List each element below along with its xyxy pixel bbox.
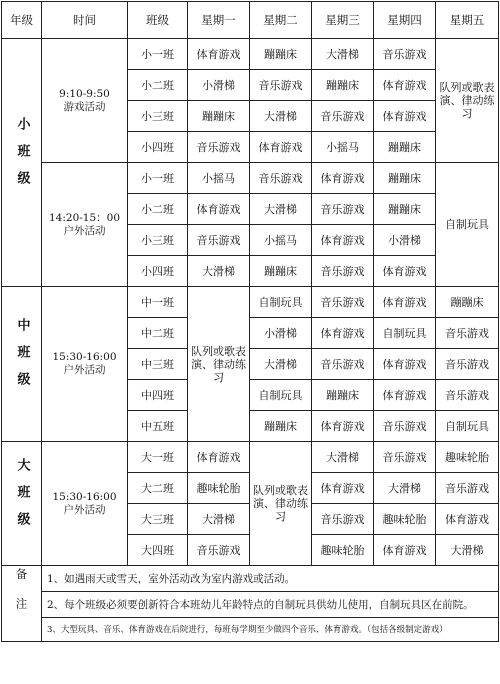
activity-cell: 体育游戏 (250, 132, 312, 163)
activity-cell: 小摇马 (312, 132, 374, 163)
activity-cell: 小摇马 (250, 225, 312, 256)
activity-cell: 体育游戏 (436, 504, 499, 535)
note-row (2, 592, 499, 618)
activity-cell: 体育游戏 (374, 535, 436, 566)
activity-cell: 大滑梯 (188, 504, 250, 535)
note-line-2: 2、每个班级必须要创新符合本班幼儿年龄特点的自制玩具供幼儿使用，自制玩具区在前院。 (42, 592, 499, 618)
activity-cell: 趣味轮胎 (436, 442, 499, 473)
activity-cell: 音乐游戏 (374, 411, 436, 442)
activity-cell: 大滑梯 (436, 535, 499, 566)
class-cell: 大二班 (128, 473, 188, 504)
activity-cell: 趣味轮胎 (374, 504, 436, 535)
note-row (2, 618, 499, 642)
class-cell: 小三班 (128, 101, 188, 132)
activity-cell: 音乐游戏 (250, 70, 312, 101)
grade-small-text: 小班级 (14, 116, 30, 198)
activity-cell: 体育游戏 (312, 318, 374, 349)
activity-schedule-table (1, 1, 499, 642)
activity-cell: 体育游戏 (374, 380, 436, 411)
notes-label (2, 566, 42, 642)
time-activity: 户外活动 (63, 224, 106, 237)
activity-cell: 音乐游戏 (250, 163, 312, 194)
activity-cell: 体育游戏 (188, 194, 250, 225)
time-range: 14:20-15：00 (48, 211, 121, 224)
activity-cell: 蹦蹦床 (374, 163, 436, 194)
activity-cell: 自制玩具 (250, 287, 312, 318)
activity-cell: 蹦蹦床 (436, 287, 499, 318)
activity-cell: 音乐游戏 (312, 194, 374, 225)
activity-cell: 音乐游戏 (188, 225, 250, 256)
time-activity: 户外活动 (63, 503, 106, 516)
activity-cell: 体育游戏 (374, 256, 436, 287)
time-slot-large (42, 442, 128, 566)
activity-cell: 自制玩具 (250, 380, 312, 411)
table-row (2, 287, 499, 318)
activity-cell: 趣味轮胎 (188, 473, 250, 504)
grade-middle-label (2, 287, 42, 442)
class-cell: 小四班 (128, 256, 188, 287)
grade-large-label (2, 442, 42, 566)
activity-cell: 小摇马 (188, 163, 250, 194)
activity-cell: 蹦蹦床 (250, 411, 312, 442)
class-cell: 中一班 (128, 287, 188, 318)
activity-cell: 音乐游戏 (436, 380, 499, 411)
class-cell: 大一班 (128, 442, 188, 473)
activity-cell: 音乐游戏 (436, 473, 499, 504)
activity-cell: 蹦蹦床 (250, 39, 312, 70)
activity-cell: 蹦蹦床 (374, 194, 436, 225)
header-class: 班级 (128, 2, 188, 39)
table-row (2, 39, 499, 70)
class-cell: 小二班 (128, 70, 188, 101)
activity-cell: 音乐游戏 (312, 256, 374, 287)
activity-cell: 体育游戏 (374, 101, 436, 132)
activity-cell: 音乐游戏 (436, 349, 499, 380)
class-cell: 小四班 (128, 132, 188, 163)
activity-cell: 蹦蹦床 (374, 132, 436, 163)
schedule-sheet (1, 1, 498, 683)
grade-small-label (2, 39, 42, 287)
time-slot-small-morning (42, 39, 128, 163)
notes-label-text: 备注 (14, 567, 29, 627)
activity-cell: 大滑梯 (250, 194, 312, 225)
activity-cell: 小滑梯 (374, 225, 436, 256)
activity-cell: 大滑梯 (312, 39, 374, 70)
activity-cell: 大滑梯 (250, 349, 312, 380)
time-range: 15:30-16:00 (52, 351, 117, 363)
friday-merged-cell: 自制玩具 (436, 163, 499, 287)
header-thursday: 星期四 (374, 2, 436, 39)
tuesday-merged-cell: 队列或歌表演、律动练习 (250, 442, 312, 566)
class-cell: 小二班 (128, 194, 188, 225)
header-friday: 星期五 (436, 2, 499, 39)
header-time: 时间 (42, 2, 128, 39)
activity-cell: 音乐游戏 (374, 39, 436, 70)
header-grade: 年级 (2, 2, 42, 39)
class-cell: 中三班 (128, 349, 188, 380)
activity-cell: 体育游戏 (312, 411, 374, 442)
activity-cell: 体育游戏 (312, 225, 374, 256)
table-row (2, 163, 499, 194)
activity-cell: 音乐游戏 (312, 504, 374, 535)
time-range: 15:30-16:00 (52, 490, 117, 503)
activity-cell: 大滑梯 (374, 473, 436, 504)
activity-cell: 体育游戏 (374, 287, 436, 318)
activity-cell: 体育游戏 (374, 70, 436, 101)
header-wednesday: 星期三 (312, 2, 374, 39)
friday-merged-cell: 队列或歌表演、律动练习 (436, 39, 499, 163)
time-slot-middle (42, 287, 128, 442)
activity-cell: 音乐游戏 (312, 101, 374, 132)
class-cell: 大三班 (128, 504, 188, 535)
activity-cell: 体育游戏 (312, 163, 374, 194)
monday-merged-cell: 队列或歌表演、律动练习 (188, 287, 250, 442)
activity-cell: 体育游戏 (188, 442, 250, 473)
activity-cell: 音乐游戏 (188, 535, 250, 566)
activity-cell: 音乐游戏 (436, 318, 499, 349)
note-line-3: 3、大型玩具、音乐、体育游戏在后院进行，每班每学期至少做四个音乐、体育游戏。（包括各级制定游戏） (42, 618, 499, 642)
activity-cell: 大滑梯 (188, 256, 250, 287)
activity-cell: 音乐游戏 (312, 287, 374, 318)
note-row (2, 566, 499, 592)
time-activity: 游戏活动 (63, 100, 106, 113)
class-cell: 小一班 (128, 39, 188, 70)
activity-cell: 小滑梯 (188, 70, 250, 101)
activity-cell: 小滑梯 (250, 318, 312, 349)
activity-cell: 自制玩具 (374, 318, 436, 349)
time-range: 9:10-9:50 (59, 87, 110, 100)
class-cell: 中五班 (128, 411, 188, 442)
class-cell: 中二班 (128, 318, 188, 349)
activity-cell: 大滑梯 (312, 442, 374, 473)
activity-cell: 体育游戏 (374, 349, 436, 380)
grade-large-text: 大班级 (14, 457, 30, 539)
activity-cell: 自制玩具 (436, 411, 499, 442)
class-cell: 小三班 (128, 225, 188, 256)
activity-cell: 趣味轮胎 (312, 535, 374, 566)
activity-cell: 大滑梯 (250, 101, 312, 132)
class-cell: 中四班 (128, 380, 188, 411)
table-row (2, 442, 499, 473)
grade-middle-text: 中班级 (14, 318, 30, 399)
activity-cell: 蹦蹦床 (312, 380, 374, 411)
activity-cell: 体育游戏 (188, 39, 250, 70)
activity-cell: 音乐游戏 (188, 132, 250, 163)
activity-cell: 音乐游戏 (312, 349, 374, 380)
header-monday: 星期一 (188, 2, 250, 39)
time-slot-small-afternoon (42, 163, 128, 287)
note-line-1: 1、如遇雨天或雪天，室外活动改为室内游戏或活动。 (42, 566, 499, 592)
activity-cell: 音乐游戏 (374, 442, 436, 473)
activity-cell: 蹦蹦床 (250, 256, 312, 287)
class-cell: 大四班 (128, 535, 188, 566)
time-activity: 户外活动 (63, 364, 106, 376)
class-cell: 小一班 (128, 163, 188, 194)
activity-cell: 蹦蹦床 (188, 101, 250, 132)
header-row (2, 2, 499, 39)
header-tuesday: 星期二 (250, 2, 312, 39)
activity-cell: 蹦蹦床 (312, 70, 374, 101)
activity-cell: 体育游戏 (312, 473, 374, 504)
